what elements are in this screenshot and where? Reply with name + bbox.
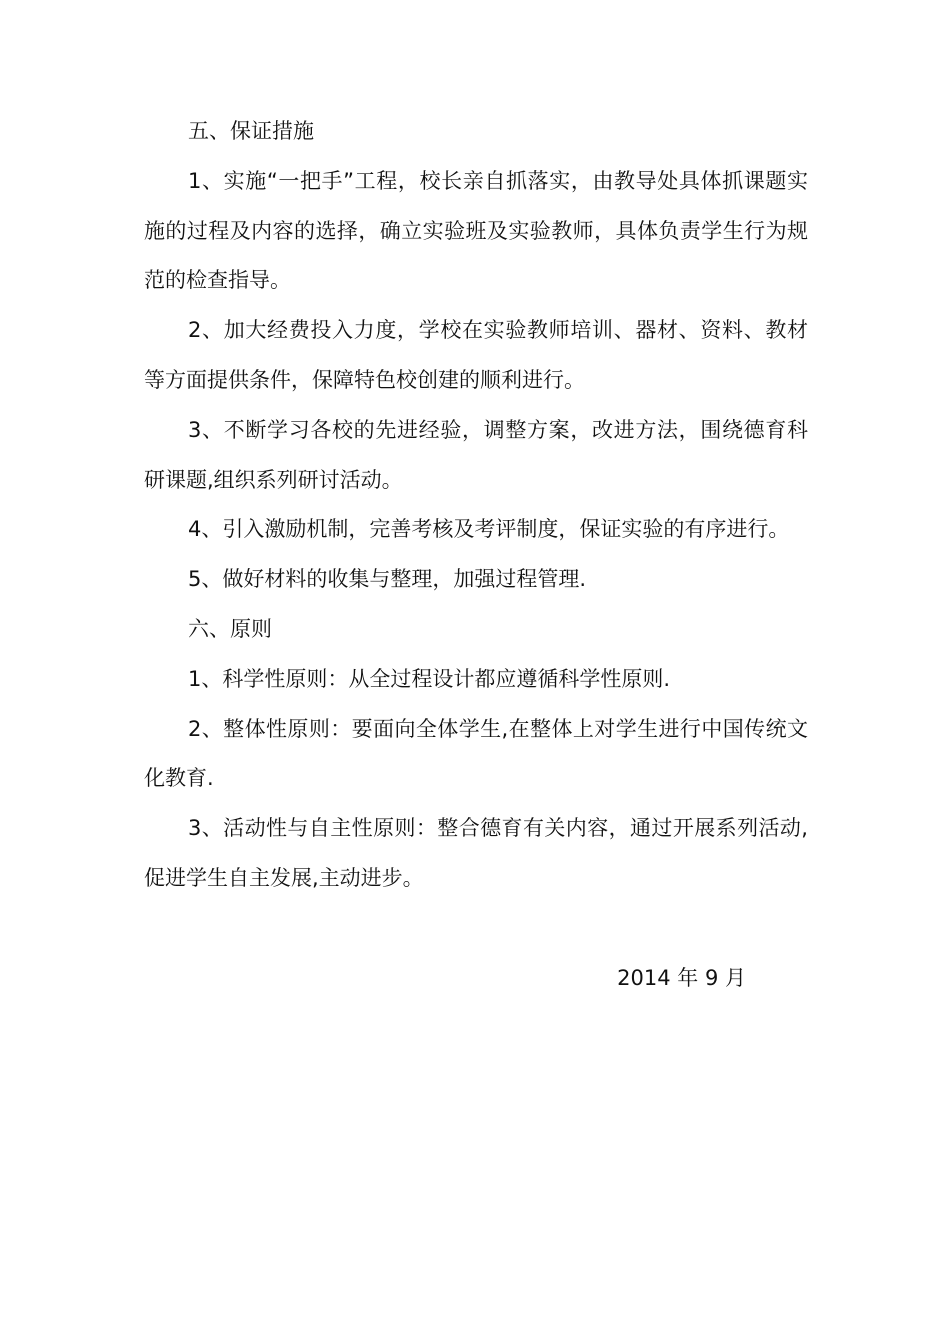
paragraph-measure-1: 1、实施“一把手”工程，校长亲自抓落实，由教导处具体抓课题实施的过程及内容的选择，确立实验班及实验教师，具体负责学生行为规范的检查指导。 — [144, 168, 808, 293]
paragraph-measure-5: 5、做好材料的收集与整理，加强过程管理. — [188, 567, 587, 592]
section-heading-principles: 六、原则 — [188, 616, 272, 641]
paragraph-measure-3: 3、不断学习各校的先进经验，调整方案，改进方法，围绕德育科研课题,组织系列研讨活动。 — [144, 417, 808, 492]
paragraph-principle-3: 3、活动性与自主性原则：整合德育有关内容，通过开展系列活动,促进学生自主发展,主动进步。 — [144, 816, 808, 890]
paragraph-measure-4: 4、引入激励机制，完善考核及考评制度，保证实验的有序进行。 — [188, 517, 790, 542]
section-heading-measures: 五、保证措施 — [188, 119, 314, 143]
paragraph-principle-2: 2、整体性原则：要面向全体学生,在整体上对学生进行中国传统文化教育. — [144, 716, 808, 791]
document-body — [144, 107, 808, 904]
document-date: 2014 年 9 月 — [617, 966, 746, 990]
paragraph-principle-1: 1、科学性原则：从全过程设计都应遵循科学性原则. — [188, 666, 671, 691]
paragraph-measure-2: 2、加大经费投入力度，学校在实验教师培训、器材、资料、教材等方面提供条件，保障特色校创建的顺利进行。 — [144, 318, 808, 392]
